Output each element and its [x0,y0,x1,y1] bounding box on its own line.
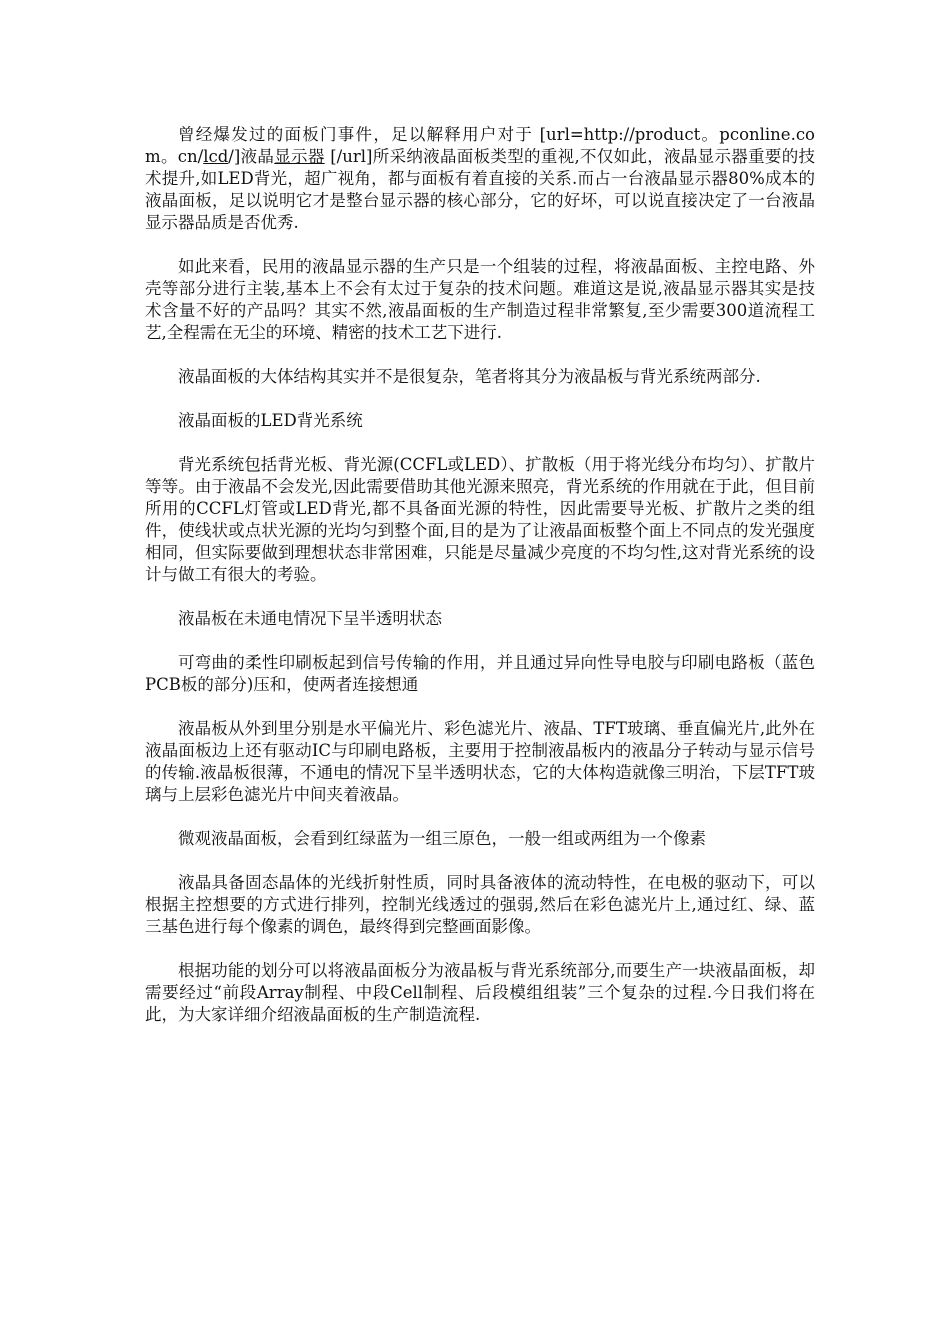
intro-text-3: [/url]所采纳液晶面板类型的重视,不仅如此，液晶显示器重要的技术提升,如LED背光，超广视角，都与面板有着直接的关系.而占一台液晶显示器80%成本的液晶面板，足以说明它才是整台显示器的核心部分，它的好坏，可以说直接决定了一台液晶显示器品质是否优秀. [145,147,816,232]
paragraph-intro [145,124,815,234]
intro-text-2: /]液晶 [228,147,275,166]
monitor-link[interactable]: 显示器 [274,147,325,166]
paragraph-process: 根据功能的划分可以将液晶面板分为液晶板与背光系统部分,而要生产一块液晶面板，却需要经过“前段Array制程、中段Cell制程、后段模组组装”三个复杂的过程.今日我们将在此，为大家详细介绍液晶面板的生产制造流程. [145,961,815,1024]
caption-translucent: 液晶板在未通电情况下呈半透明状态 [178,609,442,628]
paragraph-structure: 液晶面板的大体结构其实并不是很复杂，笔者将其分为液晶板与背光系统两部分. [178,367,761,386]
caption-rgb-pixels: 微观液晶面板，会看到红绿蓝为一组三原色，一般一组或两组为一个像素 [178,829,706,848]
intro-text-1: 曾经爆发过的面板门事件，足以解释用户对于 [url=http://product。pconline.com。cn/ [145,125,815,166]
document-body [145,124,815,1048]
paragraph-liquid-crystal: 液晶具备固态晶体的光线折射性质，同时具备液体的流动特性，在电极的驱动下，可以根据主控想要的方式进行排列，控制光线透过的强弱,然后在彩色滤光片上,通过红、绿、蓝三基色进行每个像素的调色，最终得到完整画面影像。 [145,873,815,936]
paragraph-flex-board: 可弯曲的柔性印刷板起到信号传输的作用，并且通过异向性导电胶与印刷电路板（蓝色PCB板的部分)压和，使两者连接想通 [145,653,815,694]
lcd-link[interactable]: lcd [203,147,229,166]
caption-led-backlight: 液晶面板的LED背光系统 [178,411,363,430]
paragraph-layers: 液晶板从外到里分别是水平偏光片、彩色滤光片、液晶、TFT玻璃、垂直偏光片,此外在液晶面板边上还有驱动IC与印刷电路板，主要用于控制液晶板内的液晶分子转动与显示信号的传输.液晶板很薄，不通电的情况下呈半透明状态，它的大体构造就像三明治，下层TFT玻璃与上层彩色滤光片中间夹着液晶。 [145,719,815,804]
paragraph-assembly: 如此来看，民用的液晶显示器的生产只是一个组装的过程，将液晶面板、主控电路、外壳等部分进行主装,基本上不会有太过于复杂的技术问题。难道这是说,液晶显示器其实是技术含量不好的产品吗？其实不然,液晶面板的生产制造过程非常繁复,至少需要300道流程工艺,全程需在无尘的环境、精密的技术工艺下进行. [145,257,815,342]
paragraph-backlight: 背光系统包括背光板、背光源(CCFL或LED）、扩散板（用于将光线分布均匀）、扩散片等等。由于液晶不会发光,因此需要借助其他光源来照亮，背光系统的作用就在于此，但目前所用的CCFL灯管或LED背光,都不具备面光源的特性，因此需要导光板、扩散片之类的组件，使线状或点状光源的光均匀到整个面,目的是为了让液晶面板整个面上不同点的发光强度相同，但实际要做到理想状态非常困难，只能是尽量减少亮度的不均匀性,这对背光系统的设计与做工有很大的考验。 [145,455,815,584]
